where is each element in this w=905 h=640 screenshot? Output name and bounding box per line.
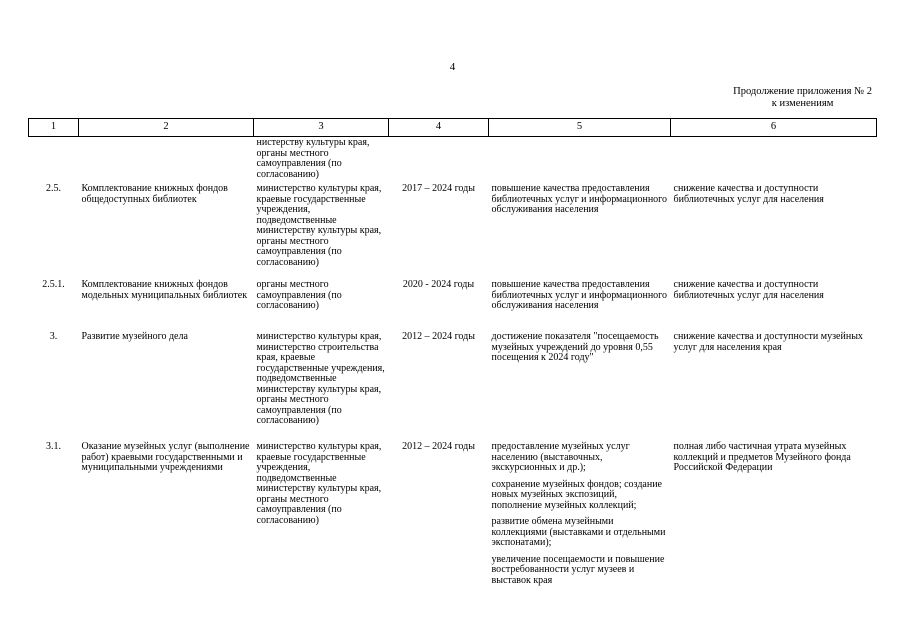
row-activity: Развитие музейного дела xyxy=(81,331,188,342)
row-consequence: снижение качества и доступности библиотечных услуг для населения xyxy=(673,279,824,301)
appendix-line-2: к изменениям xyxy=(771,98,834,109)
row-result xyxy=(489,277,671,328)
table-row xyxy=(29,180,877,277)
appendix-caption xyxy=(733,86,872,110)
row-consequence: снижение качества и доступности музейных услуг для населения края xyxy=(673,331,863,353)
row-executor: нистерству культуры края, органы местного самоуправления (по согласованию) xyxy=(256,137,370,180)
column-header-5: 5 xyxy=(489,119,671,137)
result-item: увеличение посещаемости и повышение востребованности услуг музеев и выставок края xyxy=(491,553,665,586)
row-period: 2017 – 2024 годы xyxy=(402,183,475,194)
table-row xyxy=(29,438,877,592)
page-number: 4 xyxy=(449,61,456,73)
table-header xyxy=(29,119,877,137)
row-number: 2.5.1. xyxy=(42,279,65,290)
row-activity: Комплектование книжных фондов модельных муниципальных библиотек xyxy=(81,279,248,301)
row-period: 2012 – 2024 годы xyxy=(402,441,475,452)
table-row xyxy=(29,328,877,438)
column-header-2: 2 xyxy=(79,119,254,137)
appendix-line-1: Продолжение приложения № 2 xyxy=(733,86,872,97)
row-executor: министерство культуры края, краевые государственные учреждения, подведомственные министерству культуры края, органы местного самоуправления (по согласованию) xyxy=(256,441,382,526)
row-consequence xyxy=(671,137,877,181)
row-period xyxy=(389,137,489,181)
column-header-3: 3 xyxy=(254,119,389,137)
row-result xyxy=(489,180,671,277)
row-result xyxy=(489,328,671,438)
row-activity xyxy=(79,137,254,181)
row-period: 2012 – 2024 годы xyxy=(402,331,475,342)
row-number xyxy=(29,137,79,181)
program-table xyxy=(28,118,877,592)
row-consequence: снижение качества и доступности библиотечных услуг для населения xyxy=(673,183,824,205)
row-period: 2020 - 2024 годы xyxy=(402,279,475,290)
column-header-4: 4 xyxy=(389,119,489,137)
result-item: достижение показателя "посещаемость музейных учреждений до уровня 0,55 посещения к 2024 году" xyxy=(491,331,659,363)
row-result xyxy=(489,438,671,592)
result-item: повышение качества предоставления библиотечных услуг и информационного обслуживания населения xyxy=(491,183,668,215)
row-activity: Оказание музейных услуг (выполнение работ) краевыми государственными и муниципальными учреждениями xyxy=(81,441,250,473)
row-result xyxy=(489,137,671,181)
result-item: сохранение музейных фондов; создание новых музейных экспозиций, пополнение музейных коллекций; xyxy=(491,478,662,511)
row-number: 2.5. xyxy=(46,183,61,194)
result-item: предоставление музейных услуг населению (выставочных, экскурсионных и др.); xyxy=(491,441,630,473)
row-number: 3. xyxy=(49,331,58,342)
result-item: развитие обмена музейными коллекциями (выставками и отдельными экспонатами); xyxy=(491,516,666,548)
row-number: 3.1. xyxy=(46,441,61,452)
row-executor: министерство культуры края, краевые государственные учреждения, подведомственные министерству культуры края, органы местного самоуправления (по согласованию) xyxy=(256,183,382,268)
result-item: повышение качества предоставления библиотечных услуг и информационного обслуживания населения xyxy=(491,279,668,311)
row-executor: министерство культуры края, министерство строительства края, краевые государственные учреждения, подведомственные министерству культуры края, органы местного самоуправления (по согласованию) xyxy=(256,331,385,426)
row-consequence: полная либо частичная утрата музейных коллекций и предметов Музейного фонда Российской Федерации xyxy=(673,441,851,473)
column-header-1: 1 xyxy=(29,119,79,137)
table-row xyxy=(29,137,877,181)
table-row xyxy=(29,277,877,328)
row-executor: органы местного самоуправления (по согласованию) xyxy=(256,279,342,311)
column-header-6: 6 xyxy=(671,119,877,137)
row-activity: Комплектование книжных фондов общедоступных библиотек xyxy=(81,183,228,205)
